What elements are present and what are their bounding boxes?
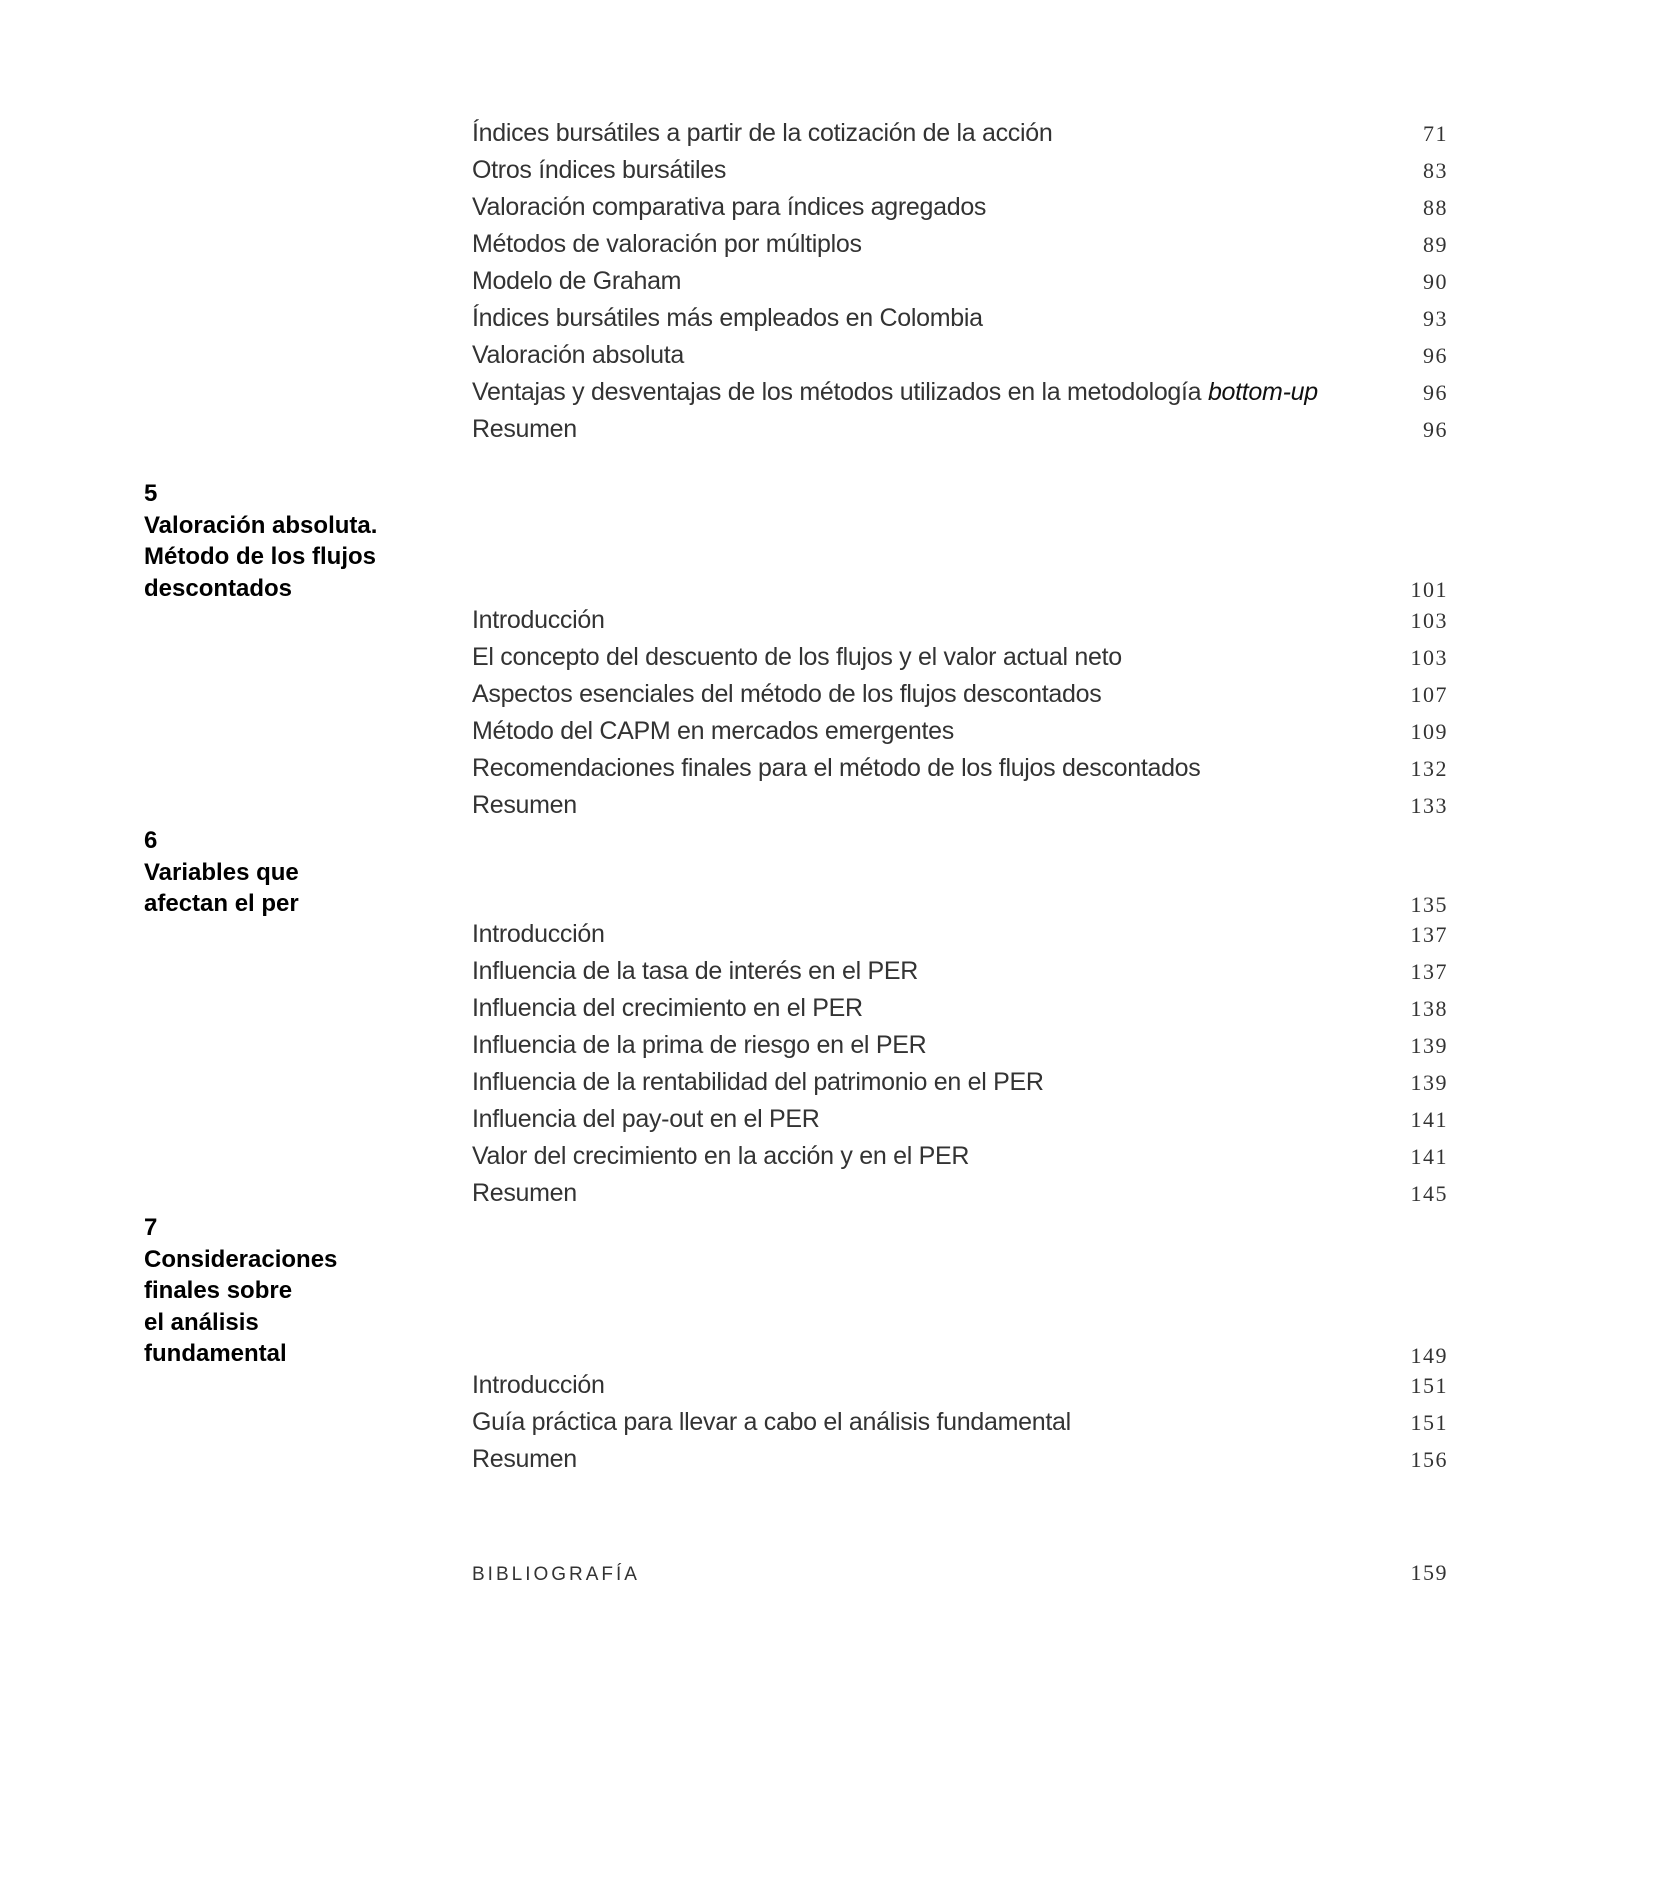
toc-entry-page: 145: [1410, 1181, 1448, 1206]
chapter-page: 101: [1410, 577, 1448, 602]
toc-entry: [472, 791, 1448, 827]
toc-entry: [472, 1179, 1448, 1215]
chapter-title-line: finales sobre: [144, 1277, 293, 1304]
chapter-number: 7: [144, 1214, 158, 1241]
toc-entry-page: 103: [1410, 608, 1448, 633]
toc-entry-page: 137: [1410, 959, 1448, 984]
bibliography-entry: [472, 1560, 1448, 1586]
toc-entry-page: 88: [1423, 195, 1448, 220]
toc-entry-title: Método del CAPM en mercados emergentes: [472, 717, 954, 745]
toc-entry-page: 139: [1410, 1070, 1448, 1095]
toc-entry-page: 96: [1423, 417, 1448, 442]
toc-entry: [472, 1142, 1448, 1178]
toc-entry-page: 96: [1423, 343, 1448, 368]
toc-entry-page: 107: [1410, 682, 1448, 707]
toc-entry-page: 141: [1410, 1144, 1448, 1169]
chapter-title-line: Variables que: [144, 858, 299, 886]
toc-entry-title: Valoración comparativa para índices agregados: [472, 193, 987, 221]
bibliography-title: BIBLIOGRAFÍA: [472, 1564, 640, 1585]
chapter-number: 6: [144, 827, 158, 854]
toc-entry-title: Influencia del crecimiento en el PER: [472, 994, 863, 1022]
chapter-heading: [144, 825, 444, 920]
toc-entry-title: Otros índices bursátiles: [472, 156, 727, 184]
toc-entry: [472, 230, 1448, 266]
toc-entry-title: Índices bursátiles a partir de la cotización de la acción: [472, 119, 1053, 147]
chapter-title-line: descontados: [144, 574, 293, 602]
toc-entry-title-text: Ventajas y desventajas de los métodos utilizados en la metodología: [472, 378, 1208, 406]
toc-entry-title: Influencia de la rentabilidad del patrimonio en el PER: [472, 1068, 1044, 1096]
toc-entry: [472, 606, 1448, 642]
toc-entry: [472, 717, 1448, 753]
toc-entry-title: Recomendaciones finales para el método de los flujos descontados: [472, 754, 1201, 782]
toc-entry-page: 83: [1423, 158, 1448, 183]
toc-entry: [472, 341, 1448, 377]
toc-entry-page: 139: [1410, 1033, 1448, 1058]
chapter-title-line: Valoración absoluta.: [144, 511, 378, 539]
toc-entry: [472, 415, 1448, 451]
toc-entry-title: Resumen: [472, 415, 577, 443]
toc-entry: [472, 920, 1448, 956]
toc-entry-title: Introducción: [472, 1371, 605, 1399]
chapter-page: 149: [1410, 1343, 1448, 1368]
toc-entry: [472, 1371, 1448, 1407]
toc-entry-title: Influencia de la tasa de interés en el PER: [472, 957, 919, 985]
chapter-number: 5: [144, 480, 158, 507]
toc-entry-page: 141: [1410, 1107, 1448, 1132]
toc-entry-title: Métodos de valoración por múltiplos: [472, 230, 862, 258]
toc-entry-page: 137: [1410, 922, 1448, 947]
toc-entry-page: 93: [1423, 306, 1448, 331]
toc-entry-page: 71: [1423, 121, 1448, 146]
toc-entry: [472, 119, 1448, 155]
toc-entry-title: Resumen: [472, 1445, 577, 1473]
toc-entry: [472, 1445, 1448, 1481]
toc-entry-page: 133: [1410, 793, 1448, 818]
chapter-heading: [144, 478, 444, 604]
toc-entry-title-emphasis: bottom-up: [1207, 378, 1318, 406]
bibliography-page: 159: [1410, 1560, 1448, 1585]
toc-entry: [472, 994, 1448, 1030]
toc-entry-title: Guía práctica para llevar a cabo el análisis fundamental: [472, 1408, 1071, 1436]
toc-entry: [472, 1408, 1448, 1444]
toc-entry-page: 90: [1423, 269, 1448, 294]
toc-entry: [472, 1105, 1448, 1141]
toc-entry-title: Valor del crecimiento en la acción y en el PER: [472, 1142, 970, 1170]
toc-entry: [472, 754, 1448, 790]
chapter-title-line: Método de los flujos: [144, 543, 376, 570]
chapter-title-line: afectan el per: [144, 890, 299, 917]
toc-entry: [472, 957, 1448, 993]
toc-entry-page: 151: [1410, 1373, 1448, 1398]
toc-entry-title: Valoración absoluta: [472, 341, 685, 369]
toc-entry: [472, 267, 1448, 303]
toc-entry: [472, 680, 1448, 716]
toc-entry-title: Modelo de Graham: [472, 267, 682, 295]
toc-entry: [472, 304, 1448, 340]
toc-entry: [472, 1068, 1448, 1104]
chapter-page: 135: [1410, 892, 1448, 917]
toc-entry: [472, 378, 1448, 414]
toc-entry-title: El concepto del descuento de los flujos y el valor actual neto: [472, 643, 1122, 671]
toc-entry-title: [472, 378, 1318, 407]
toc-entry-page: 96: [1423, 380, 1448, 405]
toc-entry-page: 138: [1410, 996, 1448, 1021]
toc-entry-title: Introducción: [472, 920, 605, 948]
toc-entry-title: Introducción: [472, 606, 605, 634]
toc-entry: [472, 193, 1448, 229]
toc-entry-page: 89: [1423, 232, 1448, 257]
toc-entry-page: 156: [1410, 1447, 1448, 1472]
toc-entry-title: Influencia de la prima de riesgo en el PER: [472, 1031, 927, 1059]
chapter-title-line: Consideraciones: [144, 1245, 338, 1273]
toc-entry-title: Índices bursátiles más empleados en Colombia: [472, 304, 983, 332]
chapter-heading: [144, 1212, 444, 1370]
toc-entry: [472, 1031, 1448, 1067]
toc-entry: [472, 156, 1448, 192]
chapter-title-line: fundamental: [144, 1340, 287, 1367]
toc-entry-page: 151: [1410, 1410, 1448, 1435]
toc-entry-title: Influencia del pay-out en el PER: [472, 1105, 820, 1133]
toc-entry-title: Resumen: [472, 1179, 577, 1207]
toc-entry-page: 132: [1410, 756, 1448, 781]
toc-entry-page: 109: [1410, 719, 1448, 744]
chapter-title-line: el análisis: [144, 1308, 259, 1336]
toc-entry: [472, 643, 1448, 679]
toc-entry-title: Aspectos esenciales del método de los flujos descontados: [472, 680, 1102, 708]
toc-entry-title: Resumen: [472, 791, 577, 819]
toc-entry-page: 103: [1410, 645, 1448, 670]
